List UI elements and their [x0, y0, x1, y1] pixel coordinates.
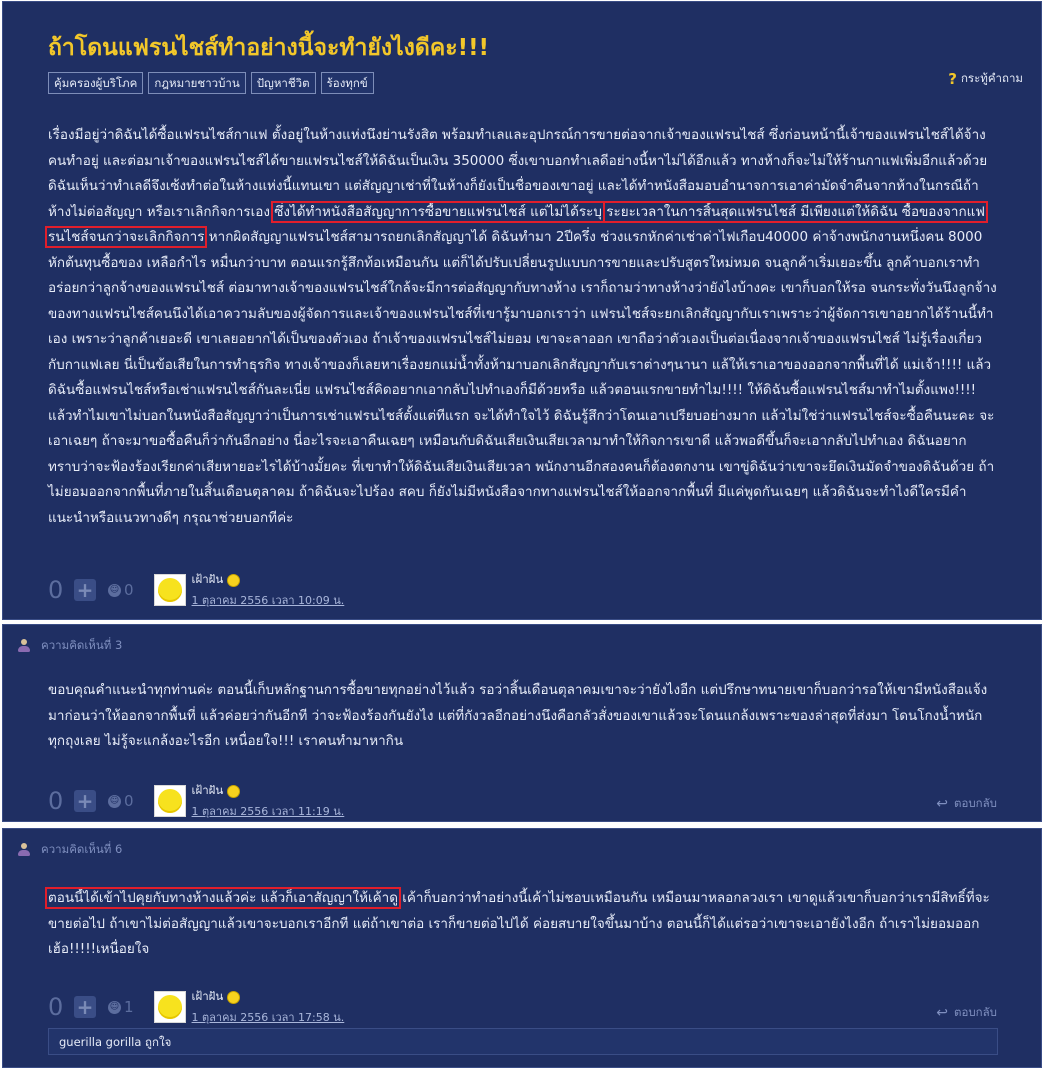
comment-body	[48, 886, 998, 963]
emotion-face-icon: ☺	[109, 1001, 120, 1012]
comment-number: ความคิดเห็นที่ 6	[41, 842, 123, 856]
post-time[interactable]: 1 ตุลาคม 2556 เวลา 11:19 น.	[191, 805, 345, 818]
mini-smiley-icon	[227, 785, 240, 798]
sub-comment: guerilla gorilla ถูกใจ	[48, 1028, 998, 1055]
mini-smiley-icon	[227, 991, 240, 1004]
author-name-row	[192, 988, 345, 1006]
reply-label: ตอบกลับ	[954, 1005, 997, 1019]
comment-3	[2, 624, 1042, 822]
comment-vote-bar	[48, 988, 344, 1026]
tag-list	[48, 72, 374, 94]
highlighted-text: ซึ่งได้ทำหนังสือสัญญาการซื้อขายแฟรนไชส์ แต่ไม่ได้ระบุ	[274, 203, 602, 220]
tag-item[interactable]: ปัญหาชีวิต	[251, 72, 316, 94]
author-meta	[192, 782, 345, 820]
user-icon	[17, 639, 31, 653]
reply-button[interactable]	[936, 795, 997, 813]
author-name[interactable]: เฝ้าฝัน	[191, 783, 224, 797]
author-name-row	[192, 782, 345, 800]
comment-number: ความคิดเห็นที่ 3	[41, 638, 123, 652]
avatar[interactable]	[154, 785, 186, 817]
author-block	[154, 571, 345, 609]
plus-vote-button[interactable]: +	[74, 790, 96, 812]
author-block	[154, 988, 345, 1026]
comment-body: ขอบคุณคำแนะนำทุกท่านค่ะ ตอนนี้เก็บหลักฐานการซื้อขายทุกอย่างไว้แล้ว รอว่าสิ้นเดือนตุลาคมเขาจะว่ายังไงอีก แต่ปรึกษาทนายเขาก็บอกว่ารอให้เขามีหนังสือแจ้งมาก่อนว่าให้ออกจากพื้นที่ แล้วค่อยว่ากันอีกที ว่าจะฟ้องร้องกันยังไง แต่ที่กังวลอีกอย่างนึงคือกลัวสั่งของเขาแล้วจะโดนแกล้งเพราะของล่าสุดที่ส่งมา โดนโกงน้ำหนักทุกถุงเลย ไม่รู้จะแกล้งอะไรอีก เหนื่อยใจ!!! เราคนทำมาหากิน	[48, 682, 988, 749]
post-time[interactable]: 1 ตุลาคม 2556 เวลา 17:58 น.	[191, 1011, 345, 1024]
author-name[interactable]: เฝ้าฝัน	[191, 572, 224, 586]
tag-item[interactable]: ร้องทุกข์	[321, 72, 374, 94]
reply-label: ตอบกลับ	[954, 796, 997, 810]
post-body-part-a: เรื่องมีอยู่ว่าดิฉันได้ซื้อแฟรนไชส์กาแฟ ตั้งอยู่ในห้างแห่งนึงย่านรังสิต พร้อมทำเลและอุปกรณ์การขายต่อจากเจ้าของแฟรนไชส์ ซึ่งก่อนหน้านี้เจ้าของแฟรนไชส์ได้จ้างคนทำอยู่ และต่อมาเจ้าของแฟรนไชส์ได้ขายแฟรนไชส์ให้ดิฉันเป็นเงิน 350000 ซึ่งเขาบอกทำเลดีอย่างนี้หาไม่ได้อีกแล้ว ทางห้างก็จะไม่ให้ร้านกาแฟเพิ่มอีกแล้วด้วย ดิฉันเห็นว่าทำเลดีจึงเซ้งทำต่อในห้างแห่งนี้แทนเขา แต่สัญญาเช่าที่ในห้างก็ยังเป็นชื่อของเขาอยู่ และได้ทำหนังสือมอบอำนาจการเอาค่ามัดจำคืนจากห้างในกรณีถ้าห้างไม่ต่อสัญญา หรือเราเลิกกิจการเอง	[48, 127, 988, 220]
author-block	[154, 782, 345, 820]
emotion-face-icon: ☺	[109, 795, 120, 806]
emotion-button[interactable]	[108, 581, 134, 599]
vote-count: 0	[48, 993, 64, 1021]
smiley-avatar-icon	[158, 789, 182, 813]
highlighted-text: ระยะเวลาในการสิ้นสุดแฟรนไชส์ มีเพียงแต่ให้ดิฉัน ซื้อของจากแฟรนไชส์จนกว่าจะเลิกกิจการ	[48, 203, 985, 245]
emotion-face-icon: ☺	[109, 584, 120, 595]
tag-item[interactable]: กฎหมายชาวบ้าน	[148, 72, 245, 94]
tag-item[interactable]: คุ้มครองผู้บริโภค	[48, 72, 143, 94]
reply-button[interactable]	[936, 1004, 997, 1022]
post-type-label: กระทู้คำถาม	[960, 71, 1023, 85]
vote-count: 0	[48, 576, 64, 604]
smiley-avatar-icon	[158, 578, 182, 602]
post-body-part-b: หากผิดสัญญาแฟรนไชส์สามารถยกเลิกสัญญาได้ ดิฉันทำมา 2ปีครึ่ง ช่วงแรกหักค่าเช่าค่าไฟเกือบ40000 ค่าจ้างพนักงานหนึ่งคน 8000 หักต้นทุนซื้อของ เหลือกำไร หมื่นกว่าบาท ตอนแรกรู้สึกท้อเหมือนกัน แต่ก็ได้ปรับเปลี่ยนรูปแบบการขายและปรับสูตรใหม่หมด จนลูกค้าเริ่มเยอะขึ้น ลูกค้าบอกเราทำอร่อยกว่าลูกจ้างของแฟรนไชส์ ต่อมาทางเจ้าของแฟรนไชส์ใกล้จะมีการต่อสัญญากับทางห้าง เราก็ถามว่าทางห้างว่ายังไงบ้างคะ เขาก็บอกให้รอ จนกระทั่งวันนึงลูกจ้างของทางแฟรนไชส์คนนึงได้เอาความลับของผู้จัดการและเจ้าของแฟรนไชส์ที่เขารู้มาบอกเราว่า แฟรนไชส์จะยกเลิกสัญญากับเราเพราะว่าผู้จัดการเขาอยากได้ร้านนี้ทำเอง เพราะว่าลูกค้าเยอะดี เขาเลยอยากได้เป็นของตัวเอง ถ้าเจ้าของแฟรนไชส์ไม่ยอม เขาจะลาออก เขาถือว่าตัวเองเป็นต่อเนื่องจากเจ้าของแฟรนไชส์ ไม่รู้เรื่องเกี่ยวกับกาแฟเลย นี่เป็นข้อเสียในการทำธุรกิจ ทางเจ้าของก็เลยหาเรื่องยกแม่น้ำทั้งห้ามาบอกเลิกสัญญากับเราต่างๆนานา แล้ให้เราเอาของออกจากพื้นที่ได้ แม่เจ้า!!!! แล้วดิฉันซื้อแฟรนไชส์หรือเช่าแฟรนไชส์กันละเนี่ย แฟรนไชส์คิดอยากเอากลับไปทำเองก็มีด้วยหรือ แล้วตอนแรกขายทำไม!!!! ให้ดิฉันซื้อแฟรนไชส์มาทำไมตั้งแพง!!!! แล้วทำไมเขาไม่บอกในหนังสือสัญญาว่าเป็นการเช่าแฟรนไชส์ตั้งแต่ทีแรก จะได้ทำใจไว้ ดิฉันรู้สึกว่าโดนเอาเปรียบอย่างมาก แล้วไม่ใช่ว่าแฟรนไชส์จะซื้อคืนนะคะ จะเอาเฉยๆ ถ้าจะมาขอซื้อคืนก็ว่ากันอีกอย่าง นี่อะไรจะเอาคืนเฉยๆ เหมือนกับดิฉันเสียเงินเสียเวลามาทำให้กิจการเขาดี แล้วพอดีขึ้นก็จะเอากลับไปทำเอง ดิฉันอยากทราบว่าจะฟ้องร้องเรียกค่าเสียหายอะไรได้บ้างมั้ยคะ ที่เขาทำให้ดิฉันเสียเงินเสียเวลา พนักงานอีกสองคนก็ต้องตกงาน เขาขู่ดิฉันว่าเขาจะยึดเงินมัดจำของดิฉันด้วย ถ้าไม่ยอมออกจากพื้นที่ภายในสิ้นเดือนตุลาคม ถ้าดิฉันจะไปร้อง สคบ ก็ยังไม่มีหนังสือจากทางแฟรนไชส์ให้ออกจากพื้นที่ มีแค่พูดกันเฉยๆ แล้วดิฉันจะทำไงดีใครมีคำแนะนำหรือแนวทางดีๆ กรุณาช่วยบอกทีค่ะ	[48, 229, 997, 526]
author-name-row	[192, 571, 345, 589]
vote-count: 0	[48, 787, 64, 815]
mini-smiley-icon	[227, 574, 240, 587]
post-time[interactable]: 1 ตุลาคม 2556 เวลา 10:09 น.	[191, 594, 345, 607]
emotion-button[interactable]	[108, 998, 134, 1016]
post-body	[48, 123, 998, 531]
smiley-avatar-icon	[158, 995, 182, 1019]
post-title: ถ้าโดนแฟรนไชส์ทำอย่างนี้จะทำยังไงดีคะ!!!	[48, 35, 490, 61]
author-name[interactable]: เฝ้าฝัน	[191, 989, 224, 1003]
comment-body-rest: เค้าก็บอกว่าทำอย่างนี้เค้าไม่ชอบเหมือนกัน เหมือนมาหลอกลวงเรา เขาดูแล้วเขาก็บอกว่าเรามีสิทธิ์ที่จะขายต่อไป ถ้าเขาไม่ต่อสัญญาแล้วเขาจะบอกเราอีกที แต่ถ้าเขาต่อ เราก็ขายต่อไปได้ ค่อยสบายใจขึ้นมาบ้าง ตอนนี้ก็ได้แต่รอว่าเขาจะเอายังไงอีก ถ้าเราไม่ยอมออก เฮ้อ!!!!!เหนื่อยใจ	[48, 890, 990, 957]
reply-arrow-icon: ↩	[936, 1005, 948, 1021]
post-vote-bar	[48, 571, 344, 609]
comment-6	[2, 828, 1042, 1068]
emotion-button[interactable]	[108, 792, 134, 810]
avatar[interactable]	[154, 991, 186, 1023]
question-icon: ?	[948, 70, 957, 88]
emotion-count: 1	[124, 998, 134, 1016]
plus-vote-button[interactable]: +	[74, 996, 96, 1018]
user-icon	[17, 843, 31, 857]
highlighted-text: ตอนนี้ได้เข้าไปคุยกับทางห้างแล้วค่ะ แล้วก็เอาสัญญาให้เค้าดู	[48, 890, 398, 906]
main-post	[2, 1, 1042, 620]
avatar[interactable]	[154, 574, 186, 606]
post-type	[948, 70, 1023, 88]
plus-vote-button[interactable]: +	[74, 579, 96, 601]
comment-header	[17, 637, 122, 655]
comment-header	[17, 841, 122, 859]
author-meta	[192, 988, 345, 1026]
author-meta	[192, 571, 345, 609]
reply-arrow-icon: ↩	[936, 796, 948, 812]
emotion-count: 0	[124, 581, 134, 599]
comment-vote-bar	[48, 782, 344, 820]
emotion-count: 0	[124, 792, 134, 810]
